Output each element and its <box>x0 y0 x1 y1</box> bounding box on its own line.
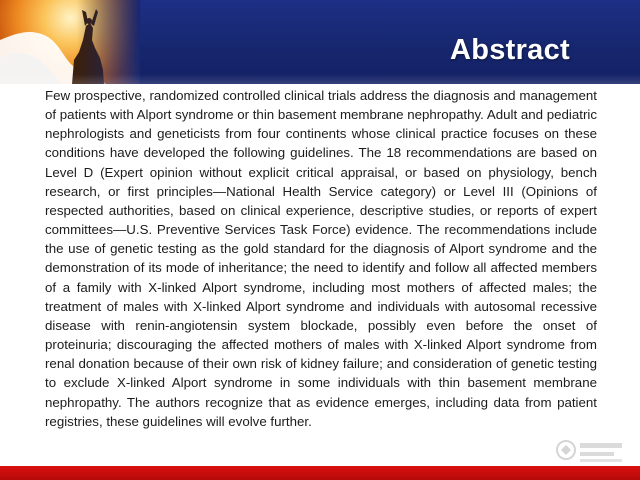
slide-header <box>0 0 640 84</box>
horse-head-logo-icon <box>0 0 140 84</box>
footer-accent-bar <box>0 466 640 480</box>
slide-title: Abstract <box>449 34 570 66</box>
site-watermark-icon <box>554 436 626 466</box>
abstract-paragraph: Few prospective, randomized controlled clinical trials address the diagnosis and management of patients with Alport syndrome or thin basement membrane nephropathy. Adult and pediatric nephrologists and geneticists from four continents whose clinical practice focuses on these conditions have developed the following guidelines. The 18 recommendations are based on Level D (Expert opinion without explicit critical appraisal, or based on physiology, bench research, or first principles—National Health Service category) or Level III (Opinions of respected authorities, based on clinical experience, descriptive studies, or reports of expert committees—U.S. Preventive Services Task Force) evidence. The recommendations include the use of genetic testing as the gold standard for the diagnosis of Alport syndrome and the demonstration of its mode of inheritance; the need to identify and follow all affected members of a family with X-linked Alport syndrome, including most mothers of affected males; the treatment of males with X-linked Alport syndrome and individuals with autosomal recessive disease with renin-angiotensin system blockade, possibly even before the onset of proteinuria; discouraging the affected mothers of males with X-linked Alport syndrome from renal donation because of their own risk of kidney failure; and consideration of genetic testing to exclude X-linked Alport syndrome in some individuals with thin basement membrane nephropathy. The authors recognize that as evidence emerges, including data from patient registries, these guidelines will evolve further. <box>45 88 597 429</box>
